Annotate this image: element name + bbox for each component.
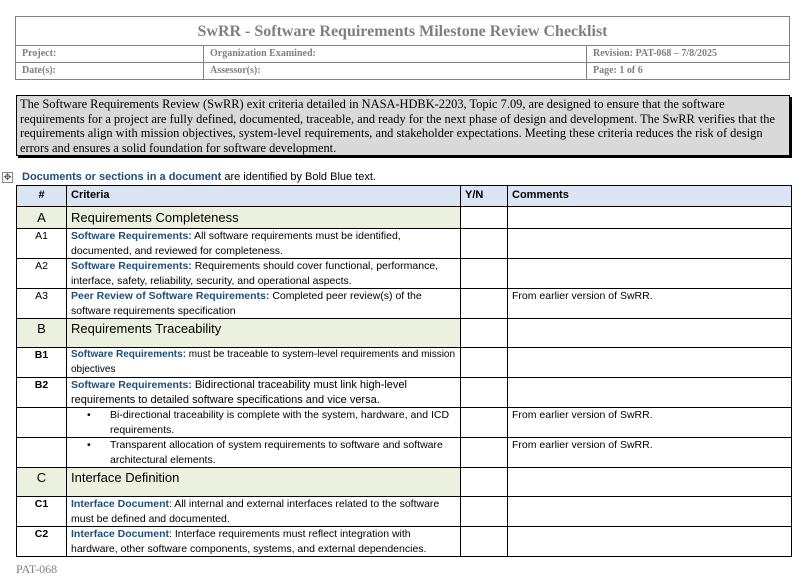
comment-cell[interactable]: From earlier version of SwRR. xyxy=(508,438,792,468)
intro-paragraph: The Software Requirements Review (SwRR) exit criteria detailed in NASA-HDBK-2203, Topic 7.09, are designed to ensure that the software requirements for a project are fully defined, documented, traceable, and ready for the next phase of design and development. The SwRR verifies that the requirements align with mission objectives, system-level requirements, and stakeholder expectations. Meeting these criteria reduces the risk of design errors and ensures a solid foundation for software development. xyxy=(16,95,790,156)
column-header-yn: Y/N xyxy=(461,186,508,207)
section-row-c xyxy=(17,468,792,497)
criteria-text: Transparent allocation of system requirements to software and software architectural elements. xyxy=(110,439,443,466)
criteria-text: Bidirectional traceability must link high-level requirements to detailed software specifications and vice versa. xyxy=(71,379,407,406)
comment-cell[interactable] xyxy=(508,319,792,348)
yn-cell[interactable] xyxy=(461,229,508,259)
section-title: Requirements Traceability xyxy=(67,319,461,348)
table-row-b2-bullet-1 xyxy=(17,408,792,438)
header-row-1 xyxy=(16,46,789,62)
column-header-comments: Comments xyxy=(508,186,792,207)
table-row-b2-bullet-2 xyxy=(17,438,792,468)
assessor-field[interactable]: Assessor(s): xyxy=(204,63,587,79)
criteria-text: must be traceable to system-level requirements and mission objectives xyxy=(71,349,456,375)
item-id: C1 xyxy=(17,497,67,527)
criteria-text: All software requirements must be identified, documented, and reviewed for completeness. xyxy=(71,230,401,257)
yn-cell[interactable] xyxy=(461,289,508,319)
criteria-text: : Interface requirements must reflect integration with hardware, other software components, systems, and external dependencies. xyxy=(71,528,427,555)
section-id: B xyxy=(17,319,67,348)
criteria-text: Requirements should cover functional, performance, interface, safety, reliability, security, and operational aspects. xyxy=(71,260,439,287)
item-id: A2 xyxy=(17,259,67,289)
criteria-cell xyxy=(67,348,461,378)
section-row-b xyxy=(17,319,792,348)
footer-doc-id: PAT-068 xyxy=(16,562,58,576)
criteria-text: Bi-directional traceability is complete with the system, hardware, and ICD requirements. xyxy=(110,409,450,436)
table-row-c2 xyxy=(17,527,792,557)
item-id: C2 xyxy=(17,527,67,557)
comment-cell[interactable] xyxy=(508,497,792,527)
comment-cell[interactable] xyxy=(508,378,792,408)
table-row-b1 xyxy=(17,348,792,378)
comment-cell[interactable] xyxy=(508,259,792,289)
comment-cell[interactable] xyxy=(508,207,792,229)
comment-cell[interactable] xyxy=(508,348,792,378)
criteria-cell xyxy=(67,408,461,438)
table-move-handle-icon[interactable]: ✥ xyxy=(3,171,12,182)
criteria-cell xyxy=(67,497,461,527)
organization-field[interactable]: Organization Examined: xyxy=(204,46,587,62)
document-label: Interface Document xyxy=(71,498,170,510)
bullet-icon: • xyxy=(87,439,91,451)
comment-cell[interactable] xyxy=(508,229,792,259)
item-id: B1 xyxy=(17,348,67,378)
yn-cell[interactable] xyxy=(461,348,508,378)
column-header-criteria: Criteria xyxy=(67,186,461,207)
criteria-cell xyxy=(67,527,461,557)
item-id xyxy=(17,438,67,468)
item-id: A3 xyxy=(17,289,67,319)
criteria-cell xyxy=(67,229,461,259)
yn-cell[interactable] xyxy=(461,438,508,468)
document-title: SwRR - Software Requirements Milestone Review Checklist xyxy=(16,17,789,46)
revision-label: Revision: PAT-068 – 7/8/2025 xyxy=(593,48,717,59)
table-row-a1 xyxy=(17,229,792,259)
comment-cell[interactable]: From earlier version of SwRR. xyxy=(508,289,792,319)
document-label: Software Requirements: xyxy=(71,260,192,272)
document-header xyxy=(15,16,790,80)
comment-cell[interactable]: From earlier version of SwRR. xyxy=(508,408,792,438)
yn-cell[interactable] xyxy=(461,497,508,527)
document-label: Software Requirements: xyxy=(71,379,192,391)
legend-text: are identified by Bold Blue text. xyxy=(221,171,376,183)
dates-field[interactable]: Date(s): xyxy=(16,63,204,79)
item-id xyxy=(17,408,67,438)
yn-cell[interactable] xyxy=(461,319,508,348)
yn-cell[interactable] xyxy=(461,207,508,229)
item-id: A1 xyxy=(17,229,67,259)
criteria-text: Completed peer review(s) of the software requirements specification xyxy=(71,290,422,317)
criteria-cell xyxy=(67,289,461,319)
page-number: Page: 1 of 6 xyxy=(593,65,643,76)
criteria-text: : All internal and external interfaces related to the software must be defined and documented. xyxy=(71,498,440,525)
table-header-row xyxy=(17,186,792,207)
table-row-b2 xyxy=(17,378,792,408)
yn-cell[interactable] xyxy=(461,408,508,438)
section-row-a xyxy=(17,207,792,229)
table-row-a3 xyxy=(17,289,792,319)
bullet-icon: • xyxy=(87,409,91,421)
document-label: Software Requirements: xyxy=(71,230,192,242)
legend-line xyxy=(2,171,376,183)
criteria-cell xyxy=(67,438,461,468)
document-label: Interface Document xyxy=(71,528,170,540)
document-label: Peer Review of Software Requirements: xyxy=(71,290,270,302)
yn-cell[interactable] xyxy=(461,468,508,497)
criteria-cell xyxy=(67,378,461,408)
checklist-table xyxy=(16,185,792,557)
legend-bold-text: Documents or sections in a document xyxy=(22,171,222,183)
comment-cell[interactable] xyxy=(508,527,792,557)
section-title: Requirements Completeness xyxy=(67,207,461,229)
table-row-c1 xyxy=(17,497,792,527)
comment-cell[interactable] xyxy=(508,468,792,497)
section-id: A xyxy=(17,207,67,229)
document-label: Software Requirements: xyxy=(71,349,187,360)
criteria-cell xyxy=(67,259,461,289)
yn-cell[interactable] xyxy=(461,527,508,557)
yn-cell[interactable] xyxy=(461,378,508,408)
item-id: B2 xyxy=(17,378,67,408)
header-row-2 xyxy=(16,62,789,79)
section-id: C xyxy=(17,468,67,497)
column-header-number: # xyxy=(17,186,67,207)
project-field[interactable]: Project: xyxy=(16,46,204,62)
section-title: Interface Definition xyxy=(67,468,461,497)
table-row-a2 xyxy=(17,259,792,289)
yn-cell[interactable] xyxy=(461,259,508,289)
